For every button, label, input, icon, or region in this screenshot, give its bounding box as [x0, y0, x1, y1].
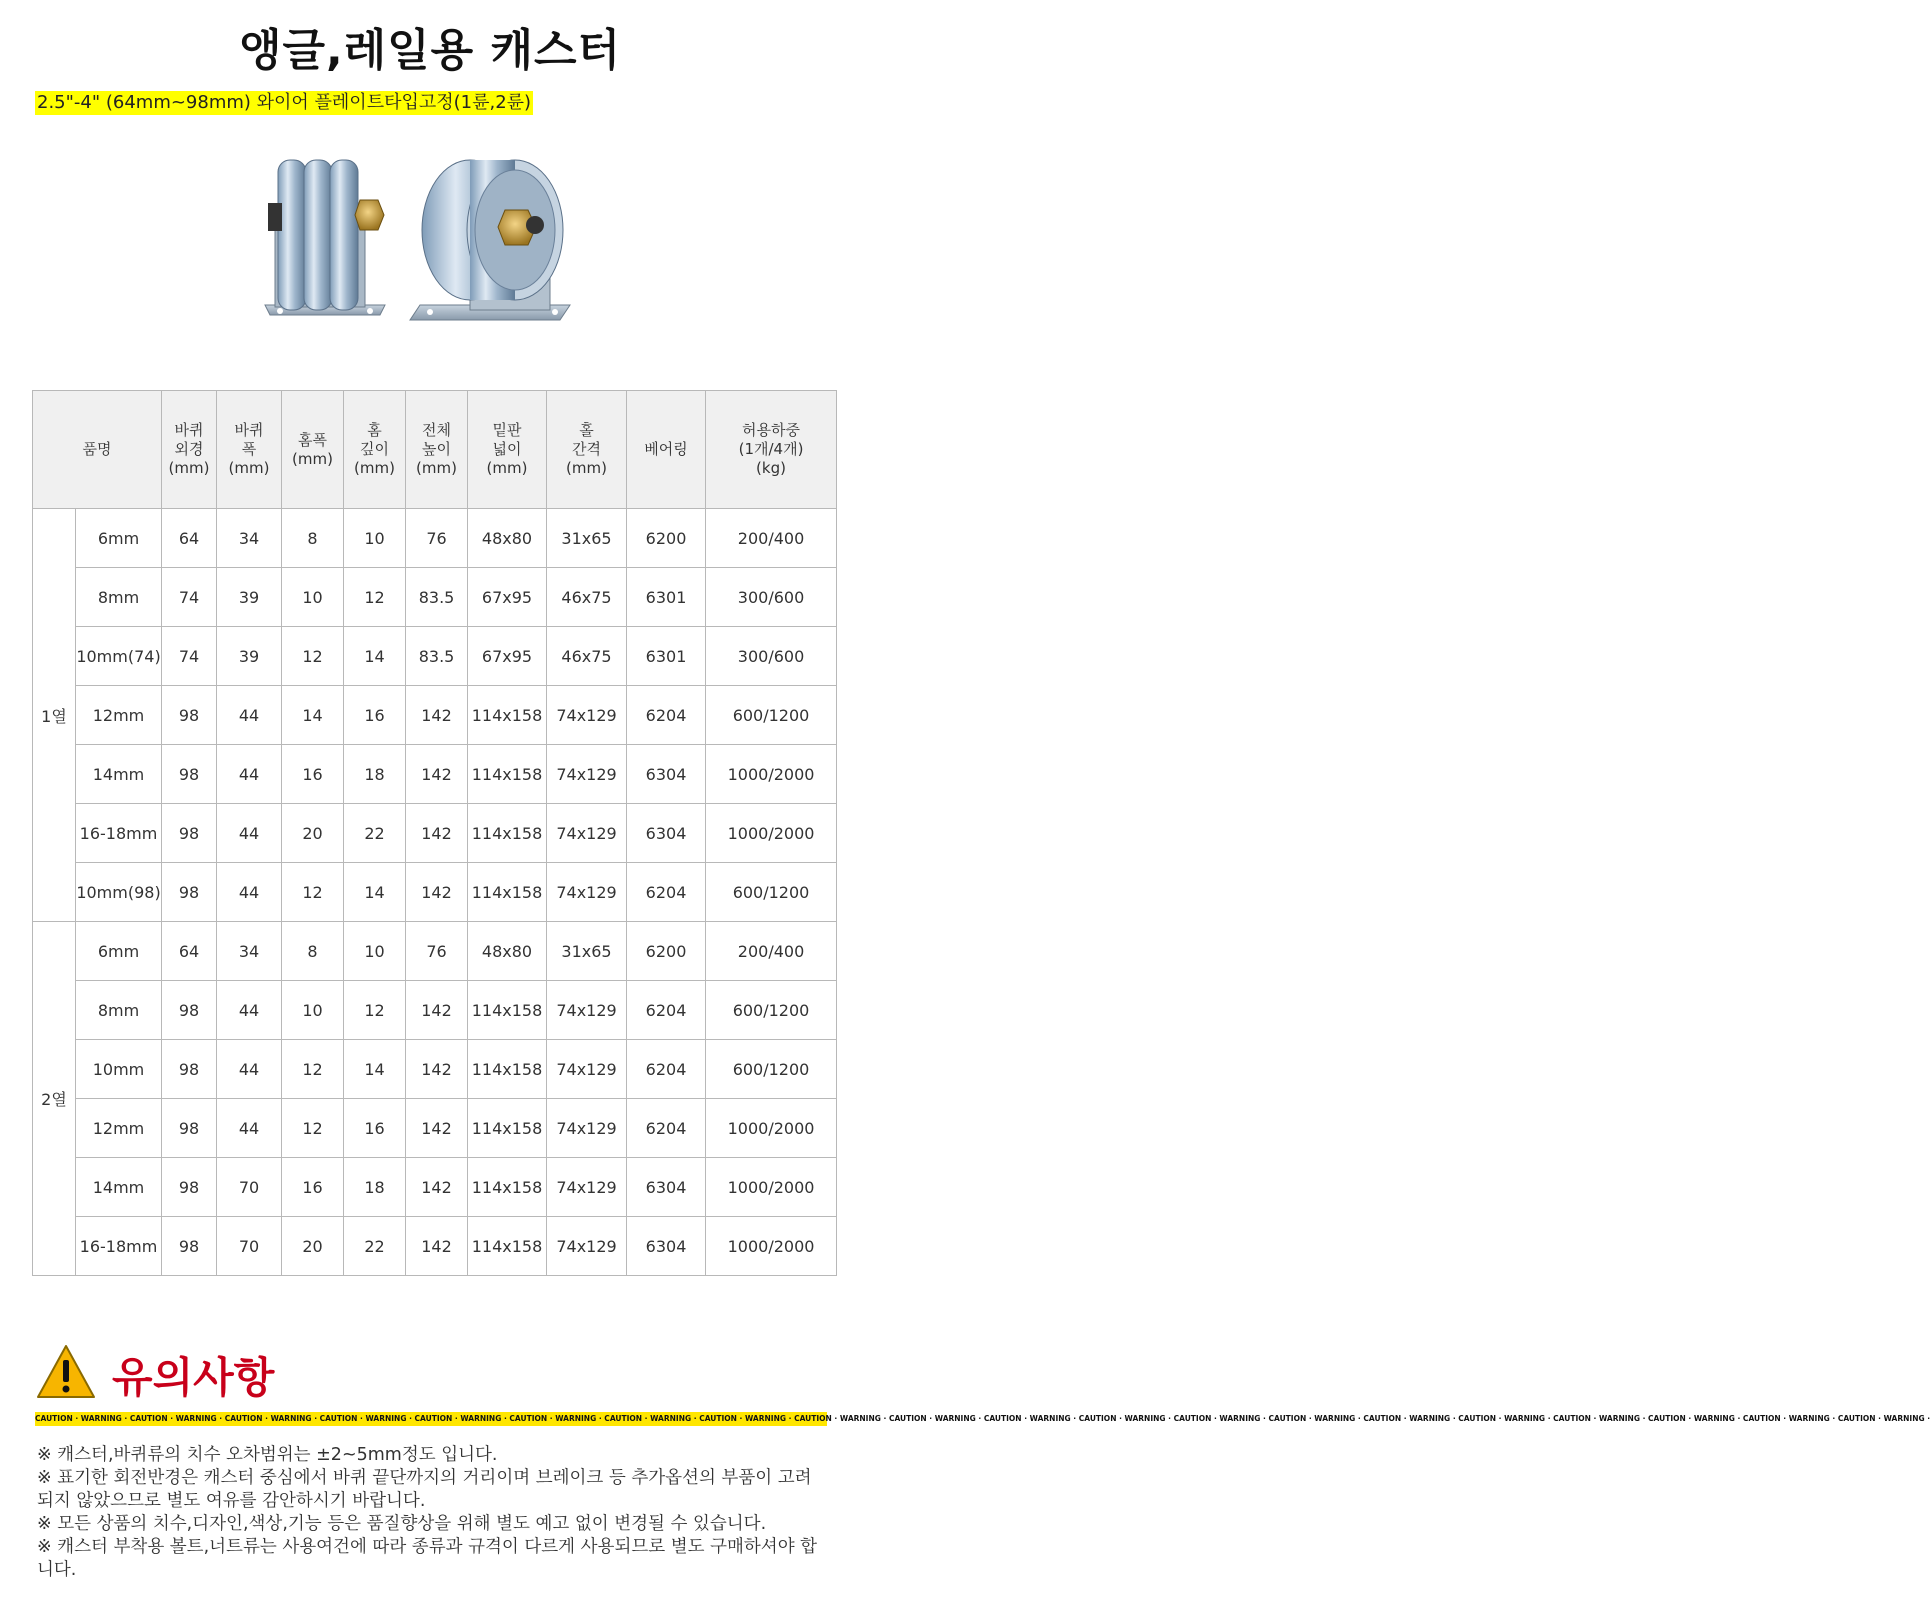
- table-cell: 98: [162, 863, 217, 922]
- page-title: 앵글,레일용 캐스터: [238, 25, 622, 76]
- column-header: 베어링: [627, 391, 706, 509]
- spec-table: [32, 390, 837, 1276]
- table-cell: 74: [162, 568, 217, 627]
- table-cell: 64: [162, 509, 217, 568]
- table-cell: 6301: [627, 627, 706, 686]
- table-cell: 12: [282, 1040, 344, 1099]
- table-cell: 10: [344, 922, 406, 981]
- row-group-label: 1열: [33, 509, 76, 922]
- table-cell: 98: [162, 804, 217, 863]
- table-cell: 142: [406, 1040, 468, 1099]
- table-cell: 8mm: [76, 568, 162, 627]
- table-cell: 1000/2000: [706, 745, 837, 804]
- table-row: [33, 863, 837, 922]
- table-cell: 98: [162, 1158, 217, 1217]
- table-cell: 12: [282, 1099, 344, 1158]
- table-row: [33, 568, 837, 627]
- table-cell: 142: [406, 804, 468, 863]
- table-cell: 114x158: [468, 1099, 547, 1158]
- table-cell: 142: [406, 1099, 468, 1158]
- table-cell: 10: [282, 568, 344, 627]
- table-row: [33, 1158, 837, 1217]
- table-cell: 74x129: [547, 1217, 627, 1276]
- table-row: [33, 627, 837, 686]
- table-cell: 14: [344, 627, 406, 686]
- table-cell: 600/1200: [706, 863, 837, 922]
- column-header: 전체 높이 (mm): [406, 391, 468, 509]
- column-header: 허용하중 (1개/4개) (kg): [706, 391, 837, 509]
- caution-title: 유의사항: [112, 1353, 275, 1402]
- table-cell: 44: [217, 1099, 282, 1158]
- table-cell: 142: [406, 863, 468, 922]
- table-cell: 74x129: [547, 686, 627, 745]
- table-cell: 98: [162, 981, 217, 1040]
- table-cell: 12mm: [76, 686, 162, 745]
- table-cell: 6204: [627, 686, 706, 745]
- table-cell: 12: [344, 981, 406, 1040]
- table-cell: 14mm: [76, 745, 162, 804]
- table-cell: 74x129: [547, 804, 627, 863]
- table-cell: 16: [344, 1099, 406, 1158]
- table-cell: 76: [406, 509, 468, 568]
- table-cell: 200/400: [706, 509, 837, 568]
- table-cell: 12: [282, 863, 344, 922]
- table-cell: 14mm: [76, 1158, 162, 1217]
- table-row: [33, 1099, 837, 1158]
- table-cell: 18: [344, 745, 406, 804]
- table-cell: 74x129: [547, 981, 627, 1040]
- table-cell: 6mm: [76, 922, 162, 981]
- table-cell: 98: [162, 686, 217, 745]
- table-cell: 600/1200: [706, 981, 837, 1040]
- table-cell: 20: [282, 1217, 344, 1276]
- table-cell: 142: [406, 981, 468, 1040]
- table-cell: 44: [217, 686, 282, 745]
- caution-notes: [37, 1444, 827, 1582]
- table-row: [33, 745, 837, 804]
- table-cell: 300/600: [706, 627, 837, 686]
- table-row: [33, 804, 837, 863]
- table-cell: 114x158: [468, 1158, 547, 1217]
- caster-1-groove-image: [410, 160, 570, 320]
- table-cell: 6304: [627, 1158, 706, 1217]
- table-cell: 10: [282, 981, 344, 1040]
- table-cell: 98: [162, 1040, 217, 1099]
- table-cell: 98: [162, 1217, 217, 1276]
- table-cell: 74x129: [547, 745, 627, 804]
- table-cell: 10mm(98): [76, 863, 162, 922]
- table-cell: 14: [344, 863, 406, 922]
- table-cell: 74x129: [547, 1040, 627, 1099]
- table-cell: 83.5: [406, 627, 468, 686]
- column-header: 품명: [33, 391, 162, 509]
- table-cell: 1000/2000: [706, 1217, 837, 1276]
- table-cell: 22: [344, 804, 406, 863]
- table-cell: 22: [344, 1217, 406, 1276]
- table-cell: 10: [344, 509, 406, 568]
- table-cell: 114x158: [468, 981, 547, 1040]
- column-header: 밑판 넓이 (mm): [468, 391, 547, 509]
- table-cell: 600/1200: [706, 686, 837, 745]
- table-row: [33, 981, 837, 1040]
- caution-note: ※ 캐스터,바퀴류의 치수 오차범위는 ±2~5mm정도 입니다.: [37, 1445, 498, 1465]
- table-cell: 8: [282, 509, 344, 568]
- table-cell: 48x80: [468, 922, 547, 981]
- column-header: 바퀴 폭 (mm): [217, 391, 282, 509]
- table-header-row: [33, 391, 837, 509]
- table-cell: 70: [217, 1158, 282, 1217]
- table-cell: 6204: [627, 863, 706, 922]
- column-header: 홈 깊이 (mm): [344, 391, 406, 509]
- table-cell: 16-18mm: [76, 1217, 162, 1276]
- table-cell: 31x65: [547, 509, 627, 568]
- table-row: [33, 1040, 837, 1099]
- caster-2-groove-image: [265, 160, 385, 315]
- product-photo: [260, 155, 600, 345]
- table-cell: 6204: [627, 981, 706, 1040]
- table-cell: 39: [217, 568, 282, 627]
- table-cell: 114x158: [468, 804, 547, 863]
- table-cell: 142: [406, 1158, 468, 1217]
- column-header: 홈폭 (mm): [282, 391, 344, 509]
- table-cell: 6200: [627, 509, 706, 568]
- product-subtitle: 2.5"-4" (64mm~98mm) 와이어 플레이트타입고정(1륜,2륜): [37, 92, 532, 113]
- table-cell: 600/1200: [706, 1040, 837, 1099]
- table-cell: 74: [162, 627, 217, 686]
- table-cell: 98: [162, 1099, 217, 1158]
- table-cell: 142: [406, 1217, 468, 1276]
- table-cell: 18: [344, 1158, 406, 1217]
- table-cell: 114x158: [468, 863, 547, 922]
- table-row: [33, 922, 837, 981]
- table-cell: 31x65: [547, 922, 627, 981]
- table-cell: 300/600: [706, 568, 837, 627]
- row-group-label: 2열: [33, 922, 76, 1276]
- table-cell: 67x95: [468, 627, 547, 686]
- table-cell: 6200: [627, 922, 706, 981]
- table-cell: 64: [162, 922, 217, 981]
- table-cell: 34: [217, 509, 282, 568]
- table-cell: 39: [217, 627, 282, 686]
- table-cell: 16: [344, 686, 406, 745]
- table-cell: 6304: [627, 804, 706, 863]
- table-cell: 70: [217, 1217, 282, 1276]
- table-cell: 1000/2000: [706, 1158, 837, 1217]
- table-cell: 8mm: [76, 981, 162, 1040]
- caution-note: ※ 모든 상품의 치수,디자인,색상,기능 등은 품질향상을 위해 별도 예고 없이 변경될 수 있습니다.: [37, 1514, 767, 1534]
- table-cell: 12mm: [76, 1099, 162, 1158]
- table-cell: 12: [344, 568, 406, 627]
- table-cell: 48x80: [468, 509, 547, 568]
- table-cell: 6301: [627, 568, 706, 627]
- table-row: [33, 686, 837, 745]
- table-cell: 16-18mm: [76, 804, 162, 863]
- table-cell: 12: [282, 627, 344, 686]
- table-cell: 44: [217, 804, 282, 863]
- table-cell: 142: [406, 686, 468, 745]
- table-cell: 74x129: [547, 1158, 627, 1217]
- caution-note: ※ 캐스터 부착용 볼트,너트류는 사용여건에 따라 종류과 규격이 다르게 사용되므로 별도 구매하셔야 합니다.: [37, 1537, 818, 1580]
- table-cell: 6204: [627, 1099, 706, 1158]
- table-cell: 6mm: [76, 509, 162, 568]
- table-cell: 76: [406, 922, 468, 981]
- caution-note: ※ 표기한 회전반경은 캐스터 중심에서 바퀴 끝단까지의 거리이며 브레이크 등 추가옵션의 부품이 고려되지 않았으므로 별도 여유를 감안하시기 바랍니다.: [37, 1468, 812, 1511]
- column-header: 홀 간격 (mm): [547, 391, 627, 509]
- table-cell: 67x95: [468, 568, 547, 627]
- table-cell: 44: [217, 863, 282, 922]
- table-cell: 1000/2000: [706, 1099, 837, 1158]
- table-cell: 14: [344, 1040, 406, 1099]
- table-cell: 10mm: [76, 1040, 162, 1099]
- table-cell: 1000/2000: [706, 804, 837, 863]
- table-cell: 20: [282, 804, 344, 863]
- table-cell: 44: [217, 745, 282, 804]
- table-cell: 44: [217, 981, 282, 1040]
- caution-tape: CAUTION · WARNING · CAUTION · WARNING · CAUTION · WARNING · CAUTION · WARNING · CAUTION · WARNING · CAUTION · WARNING · CAUTION · WARNING · CAUTION · WARNING · CAUTION · WARNING · CAUTION · WARNING · CAUTION · WARNING · CAUTION · WARNING · CAUTION · WARNING · CAUTION · WARNING · CAUTION · WARNING · CAUTION · WARNING · CAUTION · WARNING · CAUTION · WARNING · CAUTION · WARNING · CAUTION · WARNING ·: [35, 1412, 827, 1426]
- table-cell: 10mm(74): [76, 627, 162, 686]
- column-header: 바퀴 외경 (mm): [162, 391, 217, 509]
- table-cell: 8: [282, 922, 344, 981]
- table-cell: 114x158: [468, 745, 547, 804]
- table-cell: 114x158: [468, 1040, 547, 1099]
- table-cell: 34: [217, 922, 282, 981]
- table-cell: 14: [282, 686, 344, 745]
- table-cell: 74x129: [547, 863, 627, 922]
- table-cell: 44: [217, 1040, 282, 1099]
- table-cell: 114x158: [468, 686, 547, 745]
- table-cell: 16: [282, 1158, 344, 1217]
- table-cell: 46x75: [547, 568, 627, 627]
- table-cell: 142: [406, 745, 468, 804]
- table-cell: 16: [282, 745, 344, 804]
- table-cell: 200/400: [706, 922, 837, 981]
- table-cell: 74x129: [547, 1099, 627, 1158]
- table-cell: 6204: [627, 1040, 706, 1099]
- warning-icon: [35, 1342, 97, 1402]
- table-row: [33, 509, 837, 568]
- table-cell: 114x158: [468, 1217, 547, 1276]
- table-cell: 98: [162, 745, 217, 804]
- table-cell: 46x75: [547, 627, 627, 686]
- table-cell: 6304: [627, 1217, 706, 1276]
- table-cell: 83.5: [406, 568, 468, 627]
- table-cell: 6304: [627, 745, 706, 804]
- table-row: [33, 1217, 837, 1276]
